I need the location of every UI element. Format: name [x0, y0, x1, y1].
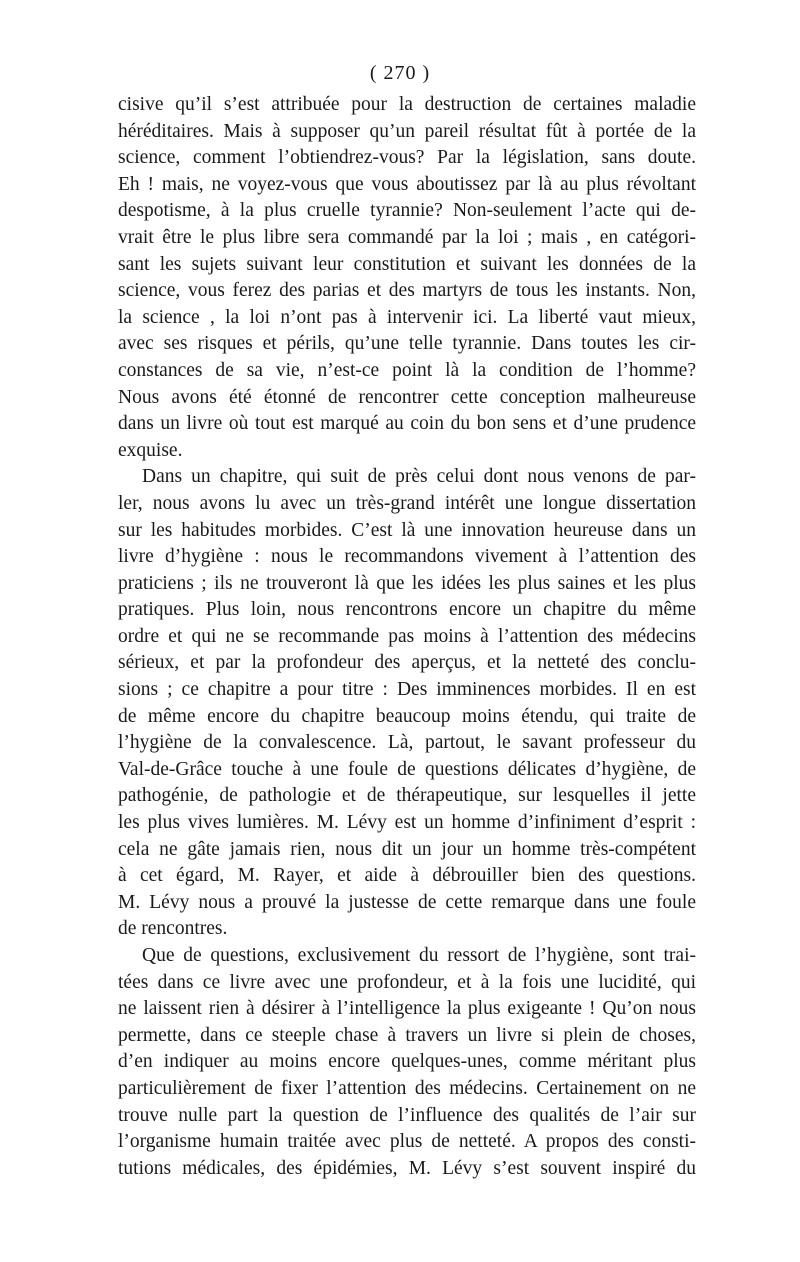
text-line: l’organisme humain traitée avec plus de netteté. A propos des consti-	[118, 1131, 696, 1153]
text-line: despotisme, à la plus cruelle tyrannie? Non-seulement l’acte qui de-	[118, 200, 696, 222]
text-line: de même encore du chapitre beaucoup moins étendu, qui traite de	[118, 705, 696, 727]
text-line: livre d’hygiène : nous le recommandons vivement à l’attention des	[118, 546, 696, 568]
text-line: tées dans ce livre avec une profondeur, et à la fois une lucidité, qui	[118, 971, 696, 993]
text-line: pratiques. Plus loin, nous rencontrons encore un chapitre du même	[118, 599, 696, 621]
text-line: ler, nous avons lu avec un très-grand intérêt une longue dissertation	[118, 492, 696, 514]
text-line: trouve nulle part la question de l’influence des qualités de l’air sur	[118, 1104, 696, 1126]
text-line: science, vous ferez des parias et des martyrs de tous les instants. Non,	[118, 280, 696, 302]
text-line: praticiens ; ils ne trouveront là que les idées les plus saines et les plus	[118, 572, 696, 594]
text-line: Val-de-Grâce touche à une foule de questions délicates d’hygiène, de	[118, 758, 696, 780]
text-line: la science , la loi n’ont pas à intervenir ici. La liberté vaut mieux,	[118, 306, 696, 328]
text-line: pathogénie, de pathologie et de thérapeutique, sur lesquelles il jette	[118, 785, 696, 807]
text-line: les plus vives lumières. M. Lévy est un homme d’infiniment d’esprit :	[118, 812, 696, 834]
text-line: cela ne gâte jamais rien, nous dit un jour un homme très-compétent	[118, 838, 696, 860]
text-line: vrait être le plus libre sera commandé par la loi ; mais , en catégori-	[118, 226, 696, 248]
text-line: ne laissent rien à désirer à l’intelligence la plus exigeante ! Qu’on nous	[118, 998, 696, 1020]
text-line: tutions médicales, des épidémies, M. Lévy s’est souvent inspiré du	[118, 1157, 696, 1179]
text-line: Que de questions, exclusivement du ressort de l’hygiène, sont trai-	[142, 945, 696, 966]
page-number: ( 270 )	[369, 62, 431, 84]
text-line: particulièrement de fixer l’attention des médecins. Certainement on ne	[118, 1077, 696, 1099]
text-line: d’en indiquer au moins encore quelques-unes, comme méritant plus	[118, 1051, 696, 1073]
text-line: sions ; ce chapitre a pour titre : Des imminences morbides. Il en est	[118, 679, 696, 701]
text-line: de rencontres.	[118, 918, 228, 940]
text-line: exquise.	[118, 439, 183, 461]
text-line: permette, dans ce steeple chase à travers un livre si plein de choses,	[118, 1024, 696, 1046]
text-line: ordre et qui ne se recommande pas moins à l’attention des médecins	[118, 625, 696, 647]
text-line: cisive qu’il s’est attribuée pour la destruction de certaines maladie	[118, 94, 696, 115]
text-line: M. Lévy nous a prouvé la justesse de cette remarque dans une foule	[118, 891, 696, 913]
text-line: Eh ! mais, ne voyez-vous que vous aboutissez par là au plus révoltant	[118, 173, 696, 195]
text-line: constances de sa vie, n’est-ce point là la condition de l’homme?	[118, 359, 696, 381]
text-line: science, comment l’obtiendrez-vous? Par la législation, sans doute.	[118, 147, 696, 169]
body-text	[118, 92, 696, 1182]
text-line: héréditaires. Mais à supposer qu’un pareil résultat fût à portée de la	[118, 120, 696, 142]
text-line: sant les sujets suivant leur constitution et suivant les données de la	[118, 253, 696, 275]
text-line: à cet égard, M. Rayer, et aide à débrouiller bien des questions.	[118, 865, 696, 887]
text-line: dans un livre où tout est marqué au coin du bon sens et d’une prudence	[118, 413, 696, 435]
text-line: Nous avons été étonné de rencontrer cette conception malheureuse	[118, 386, 696, 408]
text-line: Dans un chapitre, qui suit de près celui dont nous venons de par-	[142, 466, 696, 488]
text-line: l’hygiène de la convalescence. Là, partout, le savant professeur du	[118, 732, 696, 754]
text-line: sérieux, et par la profondeur des aperçus, et la netteté des conclu-	[118, 652, 696, 674]
text-line: avec ses risques et périls, qu’une telle tyrannie. Dans toutes les cir-	[118, 333, 696, 355]
text-line: sur les habitudes morbides. C’est là une innovation heureuse dans un	[118, 519, 696, 541]
